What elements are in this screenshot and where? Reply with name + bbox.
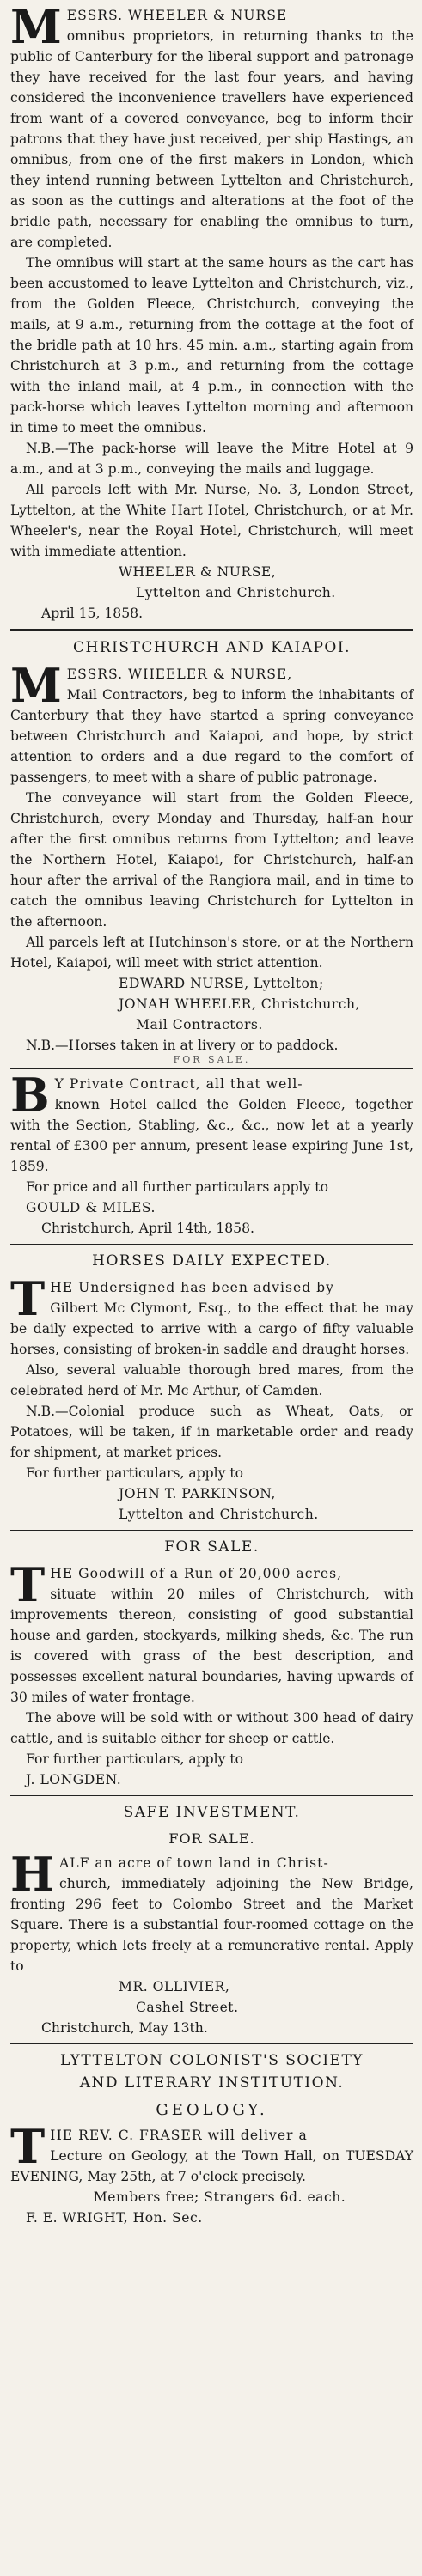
dropcap: T <box>10 1557 46 1612</box>
ad-paragraph: The omnibus will start at the same hours as the cart has been accustomed to leave Lyttelton and Christchurch, viz., from the Golden Fleece, Christchurch, conveying the mails, at 9 a.m., returning from the cottage at the foot of the bridle path at 10 hrs. 45 min. a.m., starting again from Christchurch at 3 p.m., and returning from the cottage with the inland mail, at 4 p.m., in connection with the pack-horse which leaves Lyttelton morning and afternoon in time to meet the omnibus. <box>10 255 413 435</box>
faded-heading: FOR SALE. <box>173 1056 251 1063</box>
ad-heading: SAFE INVESTMENT. <box>123 1804 301 1821</box>
ad-paragraph: N.B.—Colonial produce such as Wheat, Oats, or Potatoes, will be taken, if in marketable order and ready for shipment, at market prices. <box>10 1404 413 1460</box>
ad-paragraph: situate within 20 miles of Christchurch, with improvements thereon, consisting of good substantial house and garden, stockyards, milking sheds, &c. The run is covered with grass of the best description, and possesses excellent natural boundaries, having upwards of 30 miles of water frontage. <box>10 1586 413 1705</box>
ad-signature: JOHN T. PARKINSON, <box>119 1486 276 1501</box>
ad-paragraph: Mail Contractors, beg to inform the inhabitants of Canterbury that they have started a spring conveyance between Christchurch and Kaiapoi, and hope, by strict attention to orders and a due regard to the comfort of passengers, to meet with a share of public patronage. <box>10 687 413 785</box>
ad-signature: J. LONGDEN. <box>26 1772 122 1787</box>
ad-paragraph: For further particulars, apply to <box>26 1751 244 1767</box>
ad-omnibus <box>10 0 413 624</box>
divider <box>10 2043 413 2044</box>
ad-run-for-sale <box>10 1536 413 1790</box>
ad-safe-investment <box>10 1801 413 2038</box>
ad-paragraph: The above will be sold with or without 300 head of dairy cattle, and is suitable either for sheep or cattle. <box>10 1710 413 1746</box>
divider <box>10 629 413 631</box>
ad-golden-fleece <box>10 1068 413 1239</box>
ad-lead: ESSRS. WHEELER & NURSE <box>66 8 288 23</box>
dropcap: T <box>10 2119 46 2174</box>
ad-lead: HE Goodwill of a Run of 20,000 acres, <box>50 1566 343 1581</box>
ad-paragraph: N.B.—The pack-horse will leave the Mitre Hotel at 9 a.m., and at 3 p.m., conveying the mails and luggage. <box>10 441 413 477</box>
ad-paragraph: known Hotel called the Golden Fleece, together with the Section, Stabling, &c., &c., now let at a yearly rental of £300 per annum, present lease expiring June 1st, 1859. <box>10 1097 413 1174</box>
ad-signature-location: Cashel Street. <box>136 2000 239 2015</box>
divider <box>10 1530 413 1531</box>
ad-paragraph: church, immediately adjoining the New Bridge, fronting 296 feet to Colombo Street and the Market Square. There is a substantial four-roomed cottage on the property, which lets freely at a remunerative rental. Apply to <box>10 1876 413 1974</box>
dropcap: M <box>10 0 62 54</box>
ad-paragraph: Members free; Strangers 6d. each. <box>93 2189 346 2205</box>
dropcap: B <box>10 1068 50 1123</box>
ad-heading: HORSES DAILY EXPECTED. <box>92 1252 332 1270</box>
ad-lead: HE Undersigned has been advised by <box>50 1280 334 1295</box>
ad-geology-lecture <box>10 2049 413 2228</box>
ad-paragraph: For further particulars, apply to <box>26 1465 244 1481</box>
ad-horses <box>10 1250 413 1525</box>
ad-signature: JONAH WHEELER, Christchurch, <box>119 996 360 1012</box>
ad-heading: FOR SALE. <box>164 1538 260 1556</box>
ad-paragraph: Gilbert Mc Clymont, Esq., to the effect that he may be daily expected to arrive with a cargo of fifty valuable horses, consisting of broken-in saddle and draught horses. <box>10 1300 413 1357</box>
ad-subheading: FOR SALE. <box>168 1830 255 1847</box>
ad-signature: GOULD & MILES. <box>26 1200 156 1215</box>
ad-heading: CHRISTCHURCH AND KAIAPOI. <box>73 639 351 656</box>
ad-paragraph: The conveyance will start from the Golden Fleece, Christchurch, every Monday and Thursday, half-an hour after the first omnibus returns from Lyttelton; and leave the Northern Hotel, Kaiapoi, for Christchurch, half-an hour after the arrival of the Rangiora mail, and in time to catch the omnibus leaving Christchurch for Lyttelton in the afternoon. <box>10 790 413 929</box>
divider <box>10 1244 413 1245</box>
divider <box>10 1068 413 1069</box>
dropcap: H <box>10 1847 55 1902</box>
ad-signature: MR. OLLIVIER, <box>119 1979 230 1994</box>
ad-signature-location: Lyttelton and Christchurch. <box>119 1507 319 1522</box>
ad-heading: AND LITERARY INSTITUTION. <box>79 2074 345 2092</box>
dropcap: T <box>10 1271 46 1326</box>
ad-subject: GEOLOGY. <box>156 2101 268 2119</box>
dropcap: M <box>10 658 62 713</box>
ad-lead: Y Private Contract, all that well- <box>54 1076 303 1092</box>
ad-paragraph: All parcels left with Mr. Nurse, No. 3, London Street, Lyttelton, at the White Hart Hotel, Christchurch, or at Mr. Wheeler's, near the Royal Hotel, Christchurch, will meet with immediate attention. <box>10 482 413 559</box>
ad-heading: LYTTELTON COLONIST'S SOCIETY <box>59 2052 364 2069</box>
ad-paragraph: For price and all further particulars apply to <box>26 1179 328 1195</box>
ad-paragraph: omnibus proprietors, in returning thanks to the public of Canterbury for the liberal support and patronage they have received for the last four years, and having considered the inconvenience travellers have experienced from want of a covered conveyance, beg to inform their patrons that they have just received, per ship Hastings, an omnibus, from one of the first makers in London, which they intend running between Lyttelton and Christchurch, as soon as the cuttings and alterations at the foot of the bridle path, necessary for enabling the omnibus to turn, are completed. <box>10 28 413 250</box>
ad-signature: EDWARD NURSE, Lyttelton; <box>119 976 324 991</box>
ad-date: Christchurch, April 14th, 1858. <box>41 1221 254 1236</box>
ad-paragraph: N.B.—Horses taken in at livery or to paddock. <box>26 1038 339 1053</box>
ad-kaiapoi <box>10 636 413 1056</box>
ad-date: Christchurch, May 13th. <box>41 2020 208 2036</box>
ad-signature-location: Lyttelton and Christchurch. <box>136 585 336 600</box>
ad-date: April 15, 1858. <box>41 606 144 621</box>
ad-paragraph: Also, several valuable thorough bred mares, from the celebrated herd of Mr. Mc Arthur, of Camden. <box>10 1362 413 1398</box>
ad-paragraph: Lecture on Geology, at the Town Hall, on TUESDAY EVENING, May 25th, at 7 o'clock precisely. <box>10 2148 413 2184</box>
ad-signature: F. E. WRIGHT, Hon. Sec. <box>26 2210 203 2226</box>
ad-lead: ALF an acre of town land in Christ- <box>59 1855 329 1871</box>
ad-lead: ESSRS. WHEELER & NURSE, <box>66 667 293 682</box>
divider <box>10 1795 413 1796</box>
ad-signature-title: Mail Contractors. <box>136 1017 263 1032</box>
ad-lead: HE REV. C. FRASER will deliver a <box>50 2128 308 2143</box>
ad-signature: WHEELER & NURSE, <box>119 564 277 580</box>
ad-paragraph: All parcels left at Hutchinson's store, or at the Northern Hotel, Kaiapoi, will meet with strict attention. <box>10 935 413 971</box>
